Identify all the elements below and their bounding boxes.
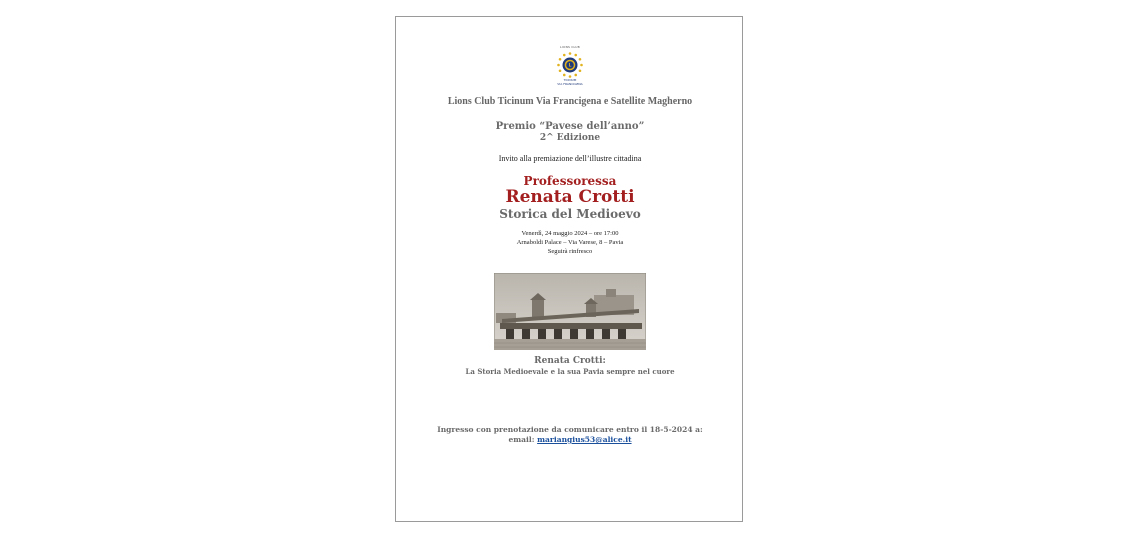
event-note: Seguirà rinfresco <box>547 248 593 255</box>
caption-subtitle: La Storia Medioevale e la sua Pavia sempre nel cuore <box>465 367 675 376</box>
honoree-title: Professoressa <box>523 174 617 188</box>
invitation-page <box>395 16 743 522</box>
logo-top-text: LIONS CLUB <box>560 45 580 49</box>
reservation-text: Ingresso con prenotazione da comunicare entro il 18-5-2024 a: <box>437 425 703 434</box>
caption-title: Renata Crotti: <box>534 356 606 366</box>
club-name: Lions Club Ticinum Via Francigena e Satellite Magherno <box>447 96 693 107</box>
email-link[interactable]: mariangius53@alice.it <box>537 435 632 444</box>
invitation-text: Invito alla premiazione dell’illustre cittadina <box>498 154 642 163</box>
svg-text:L: L <box>568 63 572 69</box>
honoree-name: Renata Crotti <box>505 187 635 207</box>
honoree-role: Storica del Medioevo <box>499 207 641 221</box>
covered-bridge-engraving-image <box>494 273 646 350</box>
award-title: Premio “Pavese dell’anno” <box>495 121 645 132</box>
award-edition: 2^ Edizione <box>539 133 601 143</box>
reservation-email-line <box>396 435 744 444</box>
logo-bottom-text: TICINUM VIA FRANCIGENA <box>557 78 583 86</box>
event-location: Arnaboldi Palace – Via Varese, 8 – Pavia <box>516 239 624 246</box>
event-date-time: Venerdì, 24 maggio 2024 – ore 17:00 <box>521 230 619 237</box>
email-label: email: <box>508 435 535 444</box>
lions-club-emblem-icon <box>556 51 584 79</box>
lions-club-logo <box>550 45 590 87</box>
